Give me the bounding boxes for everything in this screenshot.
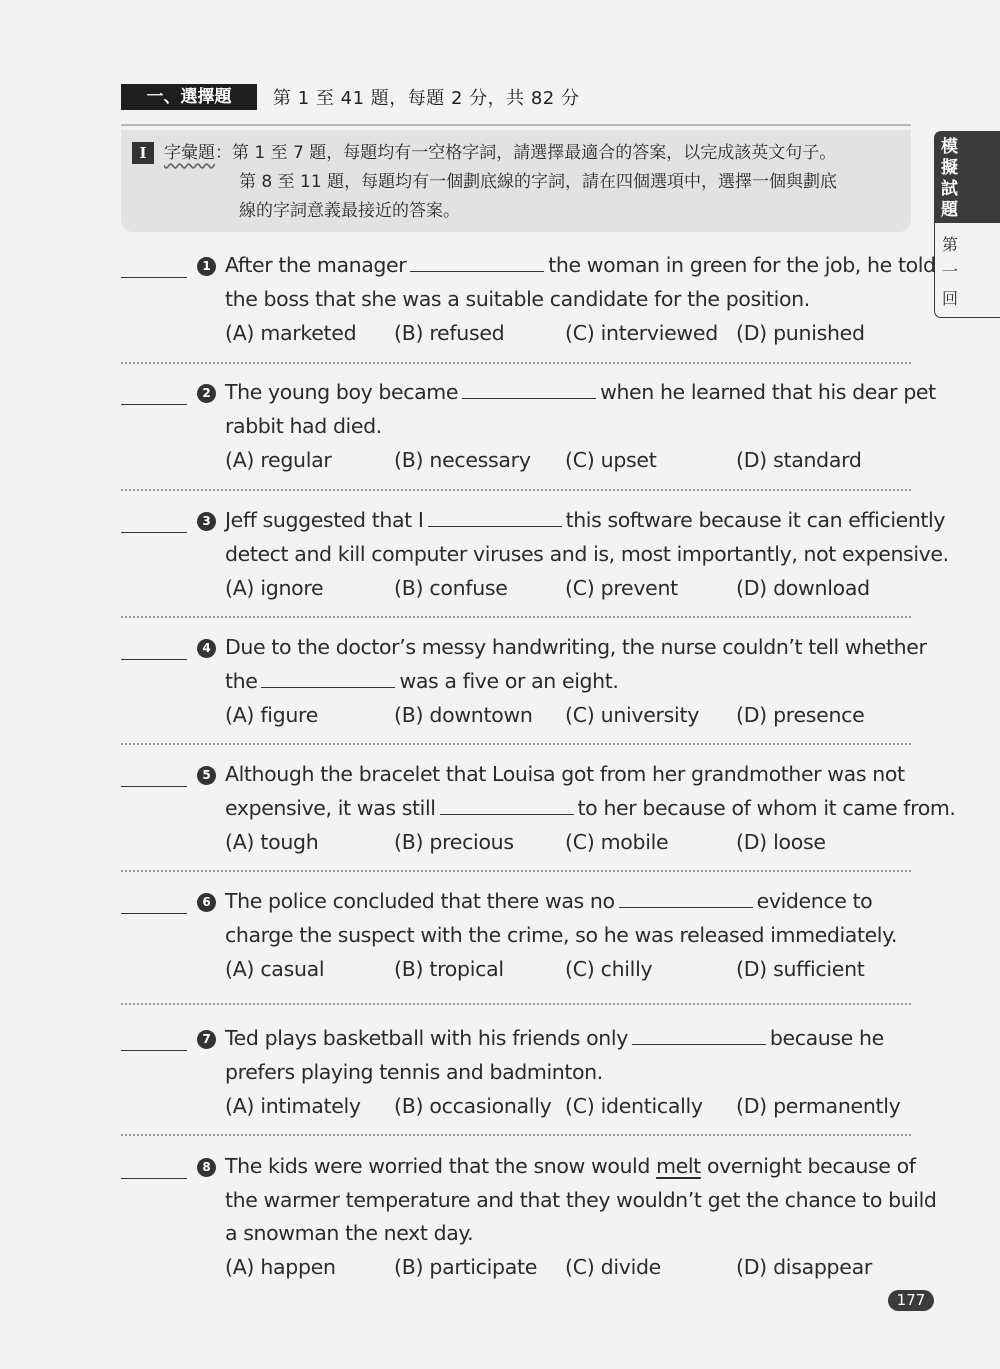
- option-c[interactable]: (C) identically: [565, 1094, 703, 1118]
- text-segment: because he: [769, 1026, 884, 1050]
- section-info: 第 1 至 41 題，每題 2 分，共 82 分: [273, 88, 580, 109]
- option-d[interactable]: (D) permanently: [736, 1094, 901, 1118]
- option-b[interactable]: (B) participate: [394, 1255, 538, 1279]
- fill-blank: [428, 506, 562, 527]
- question-text-line-1: Due to the doctor’s messy handwriting, the nurse couldn’t tell whether: [225, 635, 927, 659]
- dotted-divider: [121, 870, 911, 872]
- side-tab-title-text: 模擬試題: [941, 137, 958, 220]
- option-c[interactable]: (C) upset: [565, 448, 657, 472]
- option-c[interactable]: (C) prevent: [565, 576, 678, 600]
- question-text-line-1: [225, 1021, 884, 1055]
- instruction-line-3: 線的字詞意義最接近的答案。: [239, 201, 460, 221]
- option-b[interactable]: (B) confuse: [394, 576, 508, 600]
- instruction-text-1: ：第 1 至 7 題，每題均有一空格字詞，請選擇最適合的答案，以完成該英文句子。: [215, 143, 837, 163]
- option-a[interactable]: (A) ignore: [225, 576, 324, 600]
- text-segment: the woman in green for the job, he told: [548, 253, 936, 277]
- answer-blank[interactable]: [121, 532, 187, 533]
- fill-blank: [632, 1024, 766, 1045]
- underlined-word: melt: [656, 1154, 701, 1178]
- option-d[interactable]: (D) standard: [736, 448, 862, 472]
- option-c[interactable]: (C) mobile: [565, 830, 669, 854]
- fill-blank: [462, 378, 596, 399]
- question-text-line-2: [225, 791, 956, 825]
- option-c[interactable]: (C) university: [565, 703, 700, 727]
- option-a[interactable]: (A) happen: [225, 1255, 336, 1279]
- section-header: [121, 84, 580, 110]
- option-d[interactable]: (D) download: [736, 576, 870, 600]
- question-number: 4: [197, 639, 216, 658]
- option-a[interactable]: (A) marketed: [225, 321, 357, 345]
- option-d[interactable]: (D) sufficient: [736, 957, 865, 981]
- side-tab-round: [934, 223, 1000, 318]
- option-c[interactable]: (C) interviewed: [565, 321, 718, 345]
- instruction-line-1: [164, 140, 836, 166]
- question-number: 3: [197, 512, 216, 531]
- question-text-line-1: Although the bracelet that Louisa got from her grandmother was not: [225, 762, 905, 786]
- option-b[interactable]: (B) tropical: [394, 957, 504, 981]
- fill-blank: [440, 794, 574, 815]
- text-segment: After the manager: [225, 253, 407, 277]
- section-divider: [121, 124, 911, 126]
- text-segment: overnight because of: [706, 1154, 916, 1178]
- answer-blank[interactable]: [121, 786, 187, 787]
- fill-blank: [619, 887, 753, 908]
- question-number: 2: [197, 384, 216, 403]
- option-a[interactable]: (A) figure: [225, 703, 319, 727]
- text-segment: The young boy became: [225, 380, 459, 404]
- option-b[interactable]: (B) occasionally: [394, 1094, 552, 1118]
- text-segment: evidence to: [756, 889, 873, 913]
- answer-blank[interactable]: [121, 1050, 187, 1051]
- text-segment: Ted plays basketball with his friends only: [225, 1026, 628, 1050]
- text-segment: The kids were worried that the snow would: [225, 1154, 650, 1178]
- question-text-line-2: detect and kill computer viruses and is, most importantly, not expensive.: [225, 542, 949, 566]
- question-text-line-2: the boss that she was a suitable candidate for the position.: [225, 287, 810, 311]
- page-number: 177: [888, 1290, 934, 1311]
- text-segment: this software because it can efficiently: [565, 508, 946, 532]
- instruction-line-2: 第 8 至 11 題，每題均有一個劃底線的字詞，請在四個選項中，選擇一個與劃底: [239, 172, 838, 192]
- answer-blank[interactable]: [121, 277, 187, 278]
- question-number: 6: [197, 893, 216, 912]
- text-segment: expensive, it was still: [225, 796, 436, 820]
- dotted-divider: [121, 1134, 911, 1136]
- question-text-line-1: [225, 503, 945, 537]
- dotted-divider: [121, 743, 911, 745]
- section-tag: 一、選擇題: [121, 84, 257, 110]
- question-text-line-1: [225, 375, 936, 409]
- option-c[interactable]: (C) chilly: [565, 957, 653, 981]
- answer-blank[interactable]: [121, 659, 187, 660]
- text-segment: the: [225, 669, 258, 693]
- answer-blank[interactable]: [121, 1178, 187, 1179]
- part-badge: I: [132, 142, 154, 164]
- question-number: 5: [197, 766, 216, 785]
- question-number: 8: [197, 1158, 216, 1177]
- question-text-line-2: the warmer temperature and that they wouldn’t get the chance to build: [225, 1188, 937, 1212]
- option-d[interactable]: (D) presence: [736, 703, 865, 727]
- option-a[interactable]: (A) intimately: [225, 1094, 361, 1118]
- option-a[interactable]: (A) regular: [225, 448, 332, 472]
- instruction-label: 字彙題: [164, 143, 215, 163]
- question-text-line-2: [225, 664, 618, 698]
- dotted-divider: [121, 489, 911, 491]
- dotted-divider: [121, 1003, 911, 1005]
- question-number: 7: [197, 1030, 216, 1049]
- answer-blank[interactable]: [121, 913, 187, 914]
- fill-blank: [261, 667, 395, 688]
- text-segment: to her because of whom it came from.: [577, 796, 956, 820]
- text-segment: The police concluded that there was no: [225, 889, 615, 913]
- option-a[interactable]: (A) tough: [225, 830, 319, 854]
- text-segment: when he learned that his dear pet: [600, 380, 936, 404]
- answer-blank[interactable]: [121, 404, 187, 405]
- dotted-divider: [121, 362, 911, 364]
- option-b[interactable]: (B) downtown: [394, 703, 533, 727]
- question-text-line-2: charge the suspect with the crime, so he was released immediately.: [225, 923, 898, 947]
- option-c[interactable]: (C) divide: [565, 1255, 661, 1279]
- question-text-line-1: [225, 248, 936, 282]
- option-d[interactable]: (D) disappear: [736, 1255, 872, 1279]
- side-tab-title: [934, 131, 1000, 223]
- text-segment: was a five or an eight.: [399, 669, 619, 693]
- question-number: 1: [197, 257, 216, 276]
- dotted-divider: [121, 616, 911, 618]
- question-text-line-3: a snowman the next day.: [225, 1221, 474, 1245]
- question-text-line-1: [225, 884, 872, 918]
- option-b[interactable]: (B) necessary: [394, 448, 531, 472]
- fill-blank: [410, 251, 544, 272]
- option-b[interactable]: (B) precious: [394, 830, 514, 854]
- option-d[interactable]: (D) loose: [736, 830, 826, 854]
- side-tab: [934, 131, 1000, 318]
- question-text-line-1: [225, 1149, 916, 1183]
- option-b[interactable]: (B) refused: [394, 321, 505, 345]
- side-tab-round-text: 第一回: [942, 235, 959, 308]
- text-segment: Jeff suggested that I: [225, 508, 424, 532]
- instruction-box: [121, 130, 911, 232]
- option-d[interactable]: (D) punished: [736, 321, 865, 345]
- option-a[interactable]: (A) casual: [225, 957, 325, 981]
- question-text-line-2: rabbit had died.: [225, 414, 382, 438]
- question-text-line-2: prefers playing tennis and badminton.: [225, 1060, 603, 1084]
